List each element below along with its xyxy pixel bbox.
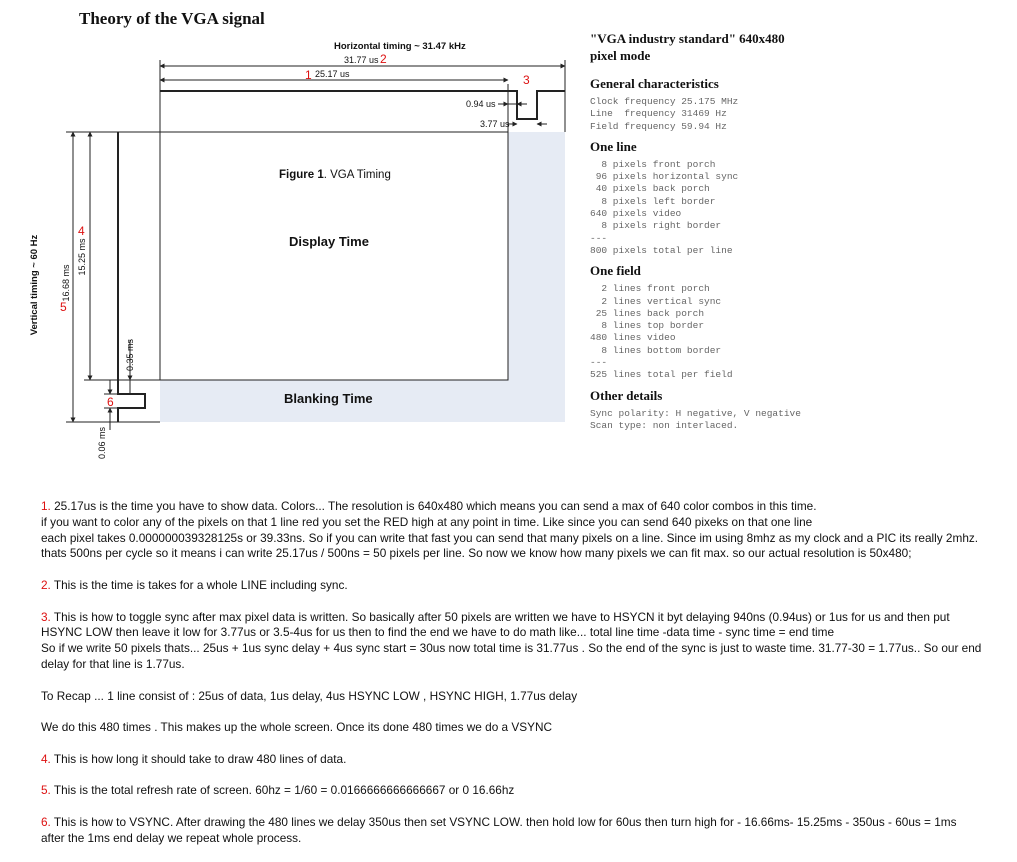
one-line-item: 800 pixels total per line — [590, 244, 733, 256]
h-sync-waveform — [160, 91, 565, 119]
marker-5: 5 — [60, 300, 67, 314]
standard-panel — [590, 30, 1010, 432]
one-line-heading: One line — [590, 138, 637, 154]
marker-2: 2 — [380, 52, 387, 66]
figure-caption-rest: . VGA Timing — [323, 169, 391, 181]
note-1-tag: 1. — [41, 499, 51, 513]
note-5-tag: 5. — [41, 783, 51, 798]
note-3-line: HSYNC LOW then leave it low for 3.77us or 3.5-4us for us then to find the end we have to do math like... total line time -data time - sync time = end time — [41, 625, 835, 640]
note-3-line: So if we write 50 pixels thats... 25us + 1us sync delay + 4us sync start = 30us now total time is 31.77us . So the end of the sync is just to waste time. 31.77-30 = 1.77us.. So our end — [41, 641, 982, 656]
one-field-list — [590, 283, 1010, 381]
one-line-item: --- — [590, 232, 608, 244]
general-line: Line frequency 31469 Hz — [590, 108, 727, 120]
one-field-item: --- — [590, 357, 608, 369]
recap-text: To Recap ... 1 line consist of : 25us of data, 1us delay, 4us HSYNC LOW , HSYNC HIGH, 1.77us delay — [41, 688, 578, 703]
h-display-value: 25.17 us — [315, 69, 350, 79]
general-list — [590, 96, 1010, 133]
one-field-item: 2 lines vertical sync — [590, 295, 722, 307]
h-front-value: 0.94 us — [466, 99, 496, 109]
explanation-notes — [41, 499, 1001, 862]
v-total-value: 16.68 ms — [61, 264, 71, 302]
general-line: Clock frequency 25.175 MHz — [590, 96, 739, 107]
note-4 — [41, 752, 1001, 768]
one-field-item: 8 lines top border — [590, 320, 705, 332]
general-line: Field frequency 59.94 Hz — [590, 120, 727, 132]
note-5 — [41, 783, 1001, 799]
repeat-text: We do this 480 times . This makes up the whole screen. Once its done 480 times we do a VSYNC — [41, 720, 553, 735]
note-5-text: This is the total refresh rate of screen. 60hz = 1/60 = 0.0166666666666667 or 0 16.66hz — [50, 783, 515, 798]
one-field-item: 525 lines total per field — [590, 369, 733, 381]
v-front-value: 0.35 ms — [125, 339, 135, 372]
note-4-tag: 4. — [41, 751, 51, 766]
display-time-label: Display Time — [289, 234, 369, 249]
one-field-item: 480 lines video — [590, 332, 676, 344]
v-sync-value: 0.06 ms — [97, 427, 107, 460]
marker-3: 3 — [523, 73, 530, 87]
recap — [41, 689, 1001, 705]
note-6-line: after the 1ms end delay we repeat whole process. — [41, 830, 302, 845]
marker-1: 1 — [305, 68, 312, 82]
other-heading: Other details — [590, 387, 663, 403]
one-line-item: 8 pixels front porch — [590, 158, 716, 170]
note-6-tag: 6. — [41, 814, 51, 829]
blanking-time-label: Blanking Time — [284, 391, 373, 406]
other-item: Scan type: non interlaced. — [590, 419, 739, 431]
vertical-timing-label: Vertical timing ~ 60 Hz — [29, 234, 40, 336]
h-total-value: 31.77 us — [344, 55, 379, 65]
marker-4: 4 — [78, 224, 85, 238]
note-3-line: This is how to toggle sync after max pixel data is written. So basically after 50 pixels are written we have to HSYCN it byt delaying 940ns (0.94us) or 1us for us and then put — [50, 609, 950, 624]
note-2-tag: 2. — [41, 577, 51, 592]
note-2-text: This is the time is takes for a whole LINE including sync. — [50, 577, 348, 592]
one-line-item: 8 pixels left border — [590, 195, 716, 207]
one-field-item: 8 lines bottom border — [590, 344, 722, 356]
one-line-item: 40 pixels back porch — [590, 183, 710, 195]
repeat — [41, 720, 1001, 736]
note-6-line: This is how to VSYNC. After drawing the 480 lines we delay 350us then set VSYNC LOW. then hold low for 60us then turn high for - 16.66ms- 15.25ms - 350us - 60us = 1ms — [50, 814, 957, 829]
note-1-line: 25.17us is the time you have to show data. Colors... The resolution is 640x480 which means you can send a max of 640 color combos in this time. — [50, 499, 817, 513]
note-4-text: This is how long it should take to draw 480 lines of data. — [50, 751, 347, 766]
figure-caption-bold: Figure 1 — [279, 169, 324, 181]
v-display-value: 15.25 ms — [77, 238, 87, 276]
page-title: Theory of the VGA signal — [79, 9, 265, 28]
horizontal-timing-label: Horizontal timing ~ 31.47 kHz — [334, 41, 466, 52]
figure-caption — [279, 169, 391, 181]
note-3 — [41, 610, 1001, 673]
note-2 — [41, 578, 1001, 594]
standard-title-line2: pixel mode — [590, 48, 651, 63]
general-heading: General characteristics — [590, 76, 719, 91]
note-1 — [41, 499, 1001, 562]
one-field-item: 2 lines front porch — [590, 283, 710, 295]
note-1-line: each pixel takes 0.000000039328125s or 39.33ns. So if you can write that fast you can send that many pixels on a line. Since im using 8mhz as my clock and a PIC its really 2mhz. — [41, 530, 979, 545]
one-line-list — [590, 159, 1010, 257]
note-6 — [41, 815, 1001, 847]
other-item: Sync polarity: H negative, V negative — [590, 407, 801, 419]
one-line-item: 640 pixels video — [590, 208, 682, 220]
other-list — [590, 408, 1010, 433]
one-line-item: 8 pixels right border — [590, 220, 722, 232]
note-3-line: delay for that line is 1.77us. — [41, 656, 185, 671]
one-field-item: 25 lines back porch — [590, 307, 705, 319]
h-sync-value: 3.77 us — [480, 119, 510, 129]
note-3-tag: 3. — [41, 609, 51, 624]
one-line-item: 96 pixels horizontal sync — [590, 171, 739, 183]
marker-6: 6 — [107, 395, 114, 409]
one-field-heading: One field — [590, 263, 641, 279]
standard-title-line1: "VGA industry standard" 640x480 — [590, 31, 785, 46]
note-1-line: if you want to color any of the pixels on that 1 line red you set the RED high at any point in time. Like since you can send 640 pixeks on that one line — [41, 514, 813, 529]
note-1-line: thats 500ns per cycle so it means i can write 25.17us / 500ns = 50 pixels per line. So now we know how many pixels we can fit max. so our actual resolution is 50x480; — [41, 546, 912, 561]
